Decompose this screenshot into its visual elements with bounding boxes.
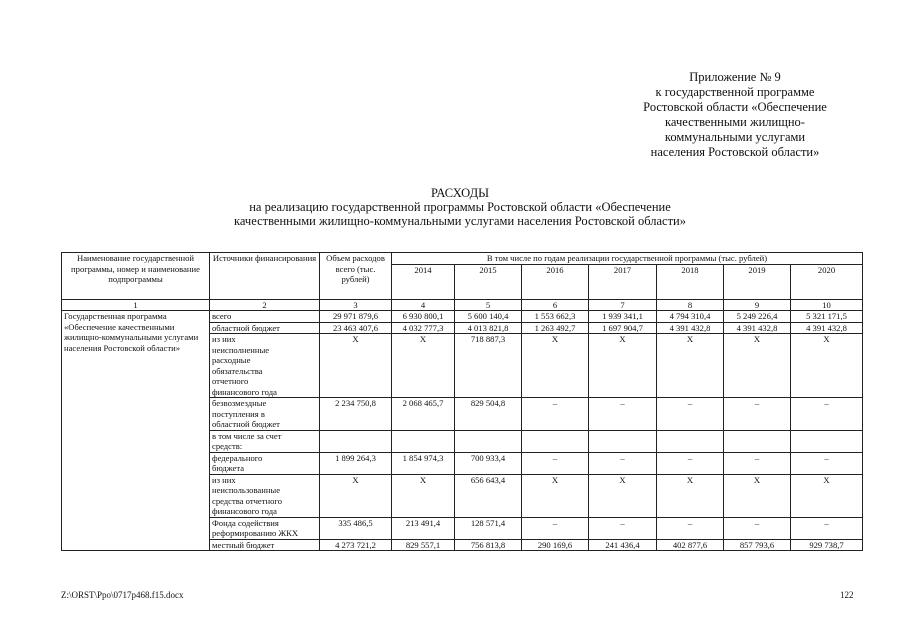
appendix-line: к государственной программе (655, 85, 815, 99)
value-cell: X (724, 334, 791, 398)
header-year: 2018 (657, 264, 724, 299)
expenses-table (61, 252, 863, 551)
value-cell: 402 877,6 (657, 539, 724, 551)
value-cell: 857 793,6 (724, 539, 791, 551)
value-cell: 656 643,4 (455, 474, 522, 517)
header-year: 2019 (724, 264, 791, 299)
value-cell: X (522, 334, 589, 398)
value-cell: 756 813,8 (455, 539, 522, 551)
value-cell: – (657, 452, 724, 474)
source-cell: безвозмездные поступления в областной бюджет (210, 398, 320, 431)
value-cell: – (791, 398, 863, 431)
header-year: 2017 (589, 264, 657, 299)
value-cell: 128 571,4 (455, 517, 522, 539)
value-cell: 1 263 492,7 (522, 322, 589, 334)
value-cell: 4 794 310,4 (657, 311, 724, 323)
header-year: 2020 (791, 264, 863, 299)
column-number: 6 (522, 299, 589, 311)
value-cell: – (522, 517, 589, 539)
value-cell: – (657, 517, 724, 539)
source-cell: областной бюджет (210, 322, 320, 334)
column-number: 4 (392, 299, 455, 311)
value-cell (392, 430, 455, 452)
value-cell: 5 249 226,4 (724, 311, 791, 323)
value-cell: – (522, 398, 589, 431)
value-cell: 4 391 432,8 (791, 322, 863, 334)
value-cell (522, 430, 589, 452)
column-number: 8 (657, 299, 724, 311)
value-cell (455, 430, 522, 452)
header-row (62, 253, 863, 265)
value-cell: 1 899 264,3 (320, 452, 392, 474)
value-cell: X (392, 474, 455, 517)
value-cell: 700 933,4 (455, 452, 522, 474)
value-cell (320, 430, 392, 452)
column-number: 10 (791, 299, 863, 311)
value-cell: – (791, 517, 863, 539)
column-number: 1 (62, 299, 210, 311)
value-cell (791, 430, 863, 452)
page-number: 122 (840, 590, 854, 600)
column-number: 2 (210, 299, 320, 311)
appendix-line: коммунальными услугами (664, 130, 806, 144)
value-cell: 335 486,5 (320, 517, 392, 539)
source-cell: всего (210, 311, 320, 323)
file-path: Z:\ORST\Ppo\0717p468.f15.docx (61, 590, 184, 600)
appendix-line: Приложение № 9 (689, 70, 781, 84)
source-cell: в том числе за счет средств: (210, 430, 320, 452)
value-cell: 2 068 465,7 (392, 398, 455, 431)
value-cell: 29 971 879,6 (320, 311, 392, 323)
value-cell: 5 321 171,5 (791, 311, 863, 323)
value-cell: 2 234 750,8 (320, 398, 392, 431)
document-title: РАСХОДЫ (431, 186, 489, 200)
value-cell: 1 697 904,7 (589, 322, 657, 334)
value-cell: – (522, 452, 589, 474)
value-cell: – (724, 452, 791, 474)
value-cell: 290 169,6 (522, 539, 589, 551)
value-cell: X (392, 334, 455, 398)
value-cell: X (522, 474, 589, 517)
appendix-line: Ростовской области «Обеспечение (643, 100, 827, 114)
value-cell: X (657, 474, 724, 517)
value-cell: X (589, 474, 657, 517)
column-number: 7 (589, 299, 657, 311)
header-by-years: В том числе по годам реализации государственной программы (тыс. рублей) (392, 253, 863, 265)
document-subtitle-line2: качественными жилищно-коммунальными услугами населения Ростовской области» (234, 214, 686, 228)
appendix-caption (600, 70, 870, 160)
value-cell: – (657, 398, 724, 431)
value-cell: X (320, 334, 392, 398)
value-cell: 4 013 821,8 (455, 322, 522, 334)
value-cell: – (791, 452, 863, 474)
appendix-line: качественными жилищно- (665, 115, 805, 129)
source-cell: из них неисполненные расходные обязательства отчетного финансового года (210, 334, 320, 398)
value-cell (589, 430, 657, 452)
value-cell: 1 854 974,3 (392, 452, 455, 474)
source-cell: Фонда содействия реформированию ЖКХ (210, 517, 320, 539)
value-cell: X (791, 334, 863, 398)
value-cell: 5 600 140,4 (455, 311, 522, 323)
document-heading (60, 186, 860, 228)
header-volume: Объем расходов всего (тыс. рублей) (320, 253, 392, 300)
header-year: 2016 (522, 264, 589, 299)
value-cell: 4 391 432,8 (657, 322, 724, 334)
header-year: 2014 (392, 264, 455, 299)
column-number: 9 (724, 299, 791, 311)
value-cell: X (657, 334, 724, 398)
value-cell: – (724, 517, 791, 539)
value-cell: 929 738,7 (791, 539, 863, 551)
value-cell: 718 887,3 (455, 334, 522, 398)
value-cell: 829 504,8 (455, 398, 522, 431)
value-cell (657, 430, 724, 452)
value-cell: 829 557,1 (392, 539, 455, 551)
document-subtitle-line1: на реализацию государственной программы Ростовской области «Обеспечение (249, 200, 671, 214)
source-cell: из них неиспользованные средства отчетного финансового года (210, 474, 320, 517)
value-cell: – (589, 517, 657, 539)
value-cell: 4 273 721,2 (320, 539, 392, 551)
value-cell: 23 463 407,6 (320, 322, 392, 334)
value-cell: 4 391 432,8 (724, 322, 791, 334)
value-cell: – (724, 398, 791, 431)
value-cell: 6 930 800,1 (392, 311, 455, 323)
value-cell: X (589, 334, 657, 398)
appendix-line: населения Ростовской области» (650, 145, 820, 159)
value-cell (724, 430, 791, 452)
table-row (62, 311, 863, 323)
column-number: 3 (320, 299, 392, 311)
value-cell: 1 553 662,3 (522, 311, 589, 323)
source-cell: местный бюджет (210, 539, 320, 551)
header-year: 2015 (455, 264, 522, 299)
column-number: 5 (455, 299, 522, 311)
value-cell: 241 436,4 (589, 539, 657, 551)
value-cell: 213 491,4 (392, 517, 455, 539)
value-cell: – (589, 452, 657, 474)
header-name: Наименование государственной программы, номер и наименование подпрограммы (62, 253, 210, 300)
program-name-cell: Государственная программа «Обеспечение качественными жилищно-коммунальными услугами населения Ростовской области» (62, 311, 210, 551)
value-cell: X (791, 474, 863, 517)
source-cell: федерального бюджета (210, 452, 320, 474)
value-cell: – (589, 398, 657, 431)
column-numbers-row (62, 299, 863, 311)
value-cell: X (320, 474, 392, 517)
value-cell: 1 939 341,1 (589, 311, 657, 323)
value-cell: X (724, 474, 791, 517)
value-cell: 4 032 777,3 (392, 322, 455, 334)
header-source: Источники финансирования (210, 253, 320, 300)
